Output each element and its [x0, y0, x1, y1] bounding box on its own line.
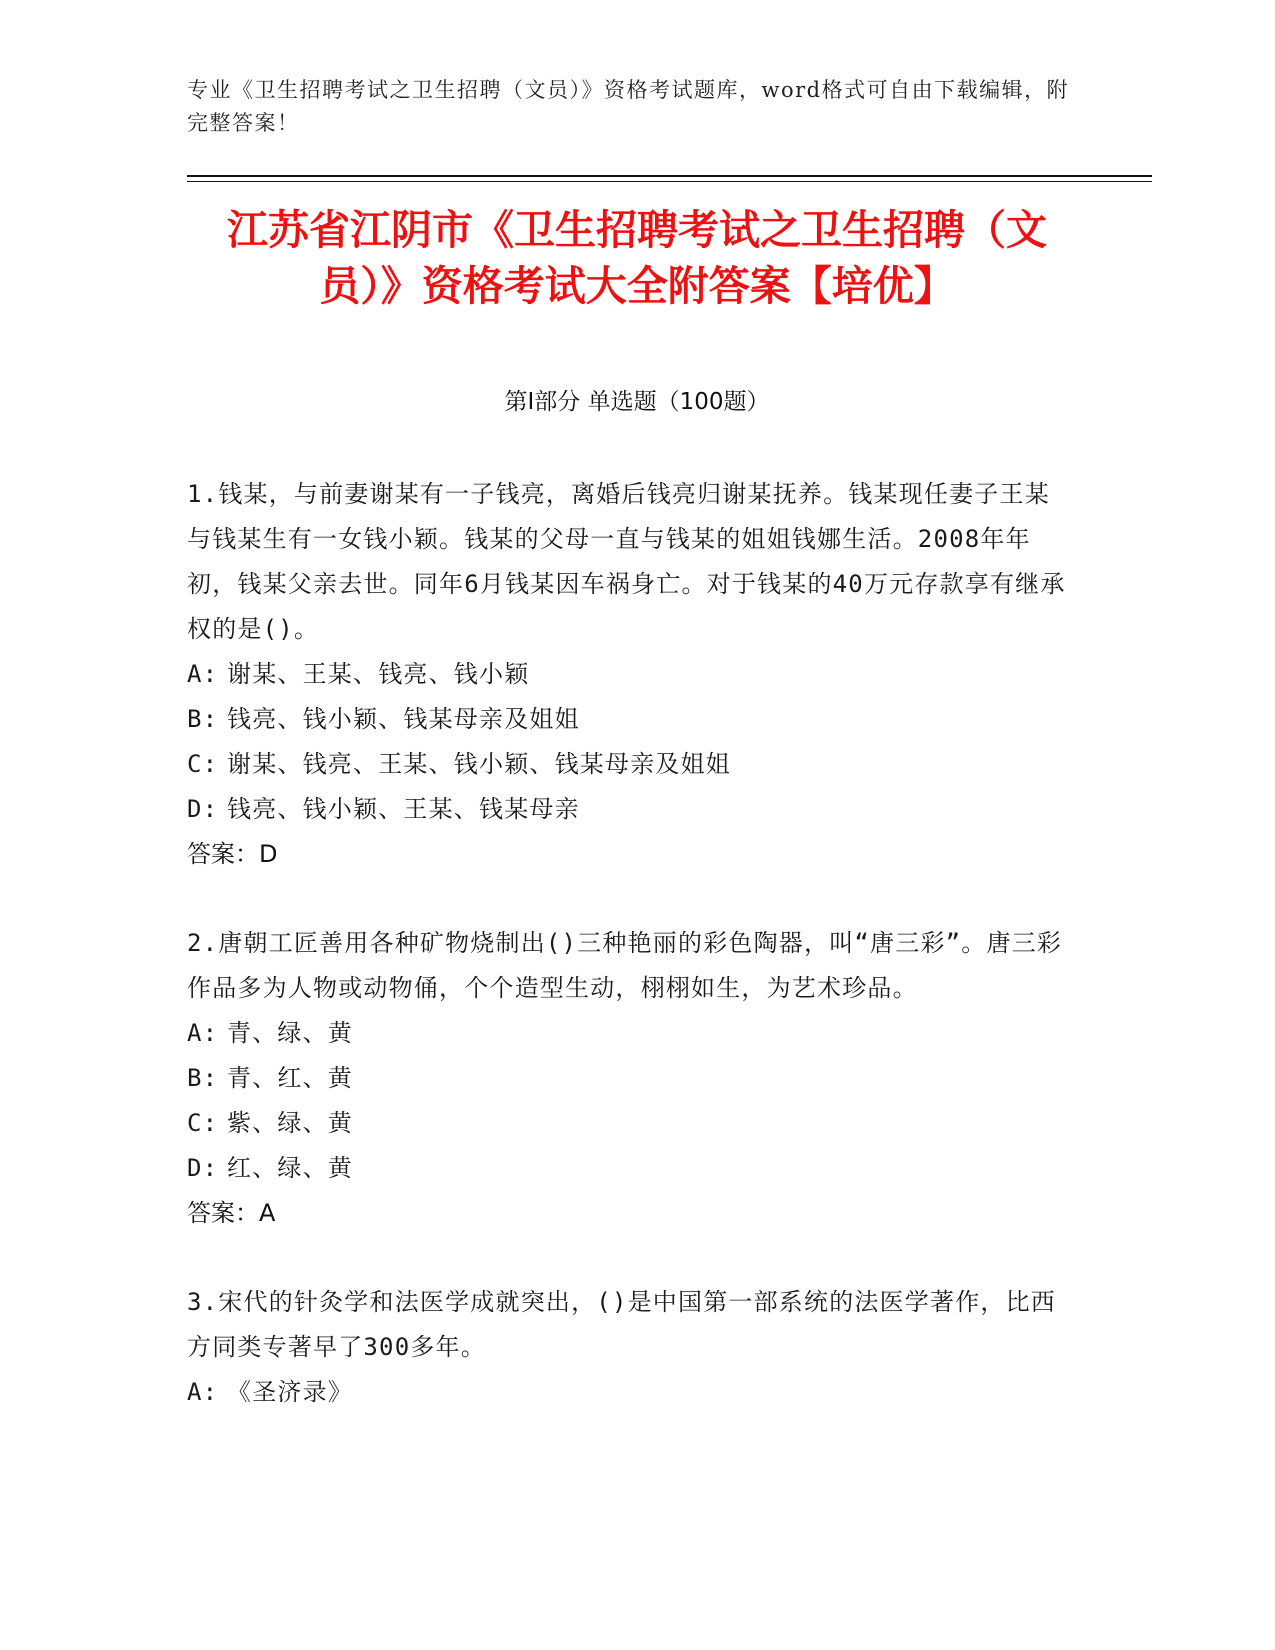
option-key: A:: [187, 1378, 219, 1406]
option-text: 谢某、王某、钱亮、钱小颖: [227, 660, 530, 688]
option-c: [187, 742, 1067, 787]
option-text: 钱亮、钱小颖、钱某母亲及姐姐: [227, 705, 580, 733]
question-2: [187, 921, 1067, 1236]
option-key: B:: [187, 1064, 219, 1092]
question-stem: 3.宋代的针灸学和法医学成就突出，()是中国第一部系统的法医学著作，比西方同类专著早了300多年。: [187, 1288, 1056, 1361]
option-key: C:: [187, 1109, 219, 1137]
header-rule-thin: [187, 181, 1152, 182]
option-text: 青、红、黄: [227, 1064, 353, 1092]
option-text: 青、绿、黄: [227, 1019, 353, 1047]
option-key: A:: [187, 660, 219, 688]
question-stem: 2.唐朝工匠善用各种矿物烧制出()三种艳丽的彩色陶器，叫“唐三彩”。唐三彩作品多为人物或动物俑，个个造型生动，栩栩如生，为艺术珍品。: [187, 929, 1063, 1002]
option-d: [187, 787, 1067, 832]
header-rule-thick: [187, 175, 1152, 177]
option-a: [187, 1370, 1067, 1415]
option-b: [187, 1056, 1067, 1101]
option-d: [187, 1146, 1067, 1191]
option-key: D:: [187, 795, 219, 823]
section-title: 第Ⅰ部分 单选题（100题）: [504, 389, 770, 415]
document-title: 江苏省江阴市《卫生招聘考试之卫生招聘（文员）》资格考试大全附答案【培优】: [227, 206, 1047, 310]
answer-line: 答案：D: [187, 840, 278, 868]
option-text: 《圣济录》: [227, 1378, 353, 1406]
option-text: 红、绿、黄: [227, 1154, 353, 1182]
option-key: A:: [187, 1019, 219, 1047]
header-note: 专业《卫生招聘考试之卫生招聘（文员）》资格考试题库，word格式可自由下载编辑，附完整答案！: [187, 78, 1070, 135]
question-1: [187, 472, 1067, 877]
option-c: [187, 1101, 1067, 1146]
option-key: C:: [187, 750, 219, 778]
question-3: [187, 1280, 1067, 1415]
question-stem: 1.钱某，与前妻谢某有一子钱亮，离婚后钱亮归谢某抚养。钱某现任妻子王某与钱某生有一女钱小颖。钱某的父母一直与钱某的姐姐钱娜生活。2008年年初，钱某父亲去世。同年6月钱某因车祸身亡。对于钱某的40万元存款享有继承权的是()。: [187, 480, 1066, 643]
option-b: [187, 697, 1067, 742]
option-key: D:: [187, 1154, 219, 1182]
option-text: 谢某、钱亮、王某、钱小颖、钱某母亲及姐姐: [227, 750, 731, 778]
question-list: [187, 472, 1067, 1459]
answer-line: 答案：A: [187, 1199, 276, 1227]
option-text: 紫、绿、黄: [227, 1109, 353, 1137]
option-a: [187, 1011, 1067, 1056]
option-key: B:: [187, 705, 219, 733]
option-a: [187, 652, 1067, 697]
option-text: 钱亮、钱小颖、王某、钱某母亲: [227, 795, 580, 823]
